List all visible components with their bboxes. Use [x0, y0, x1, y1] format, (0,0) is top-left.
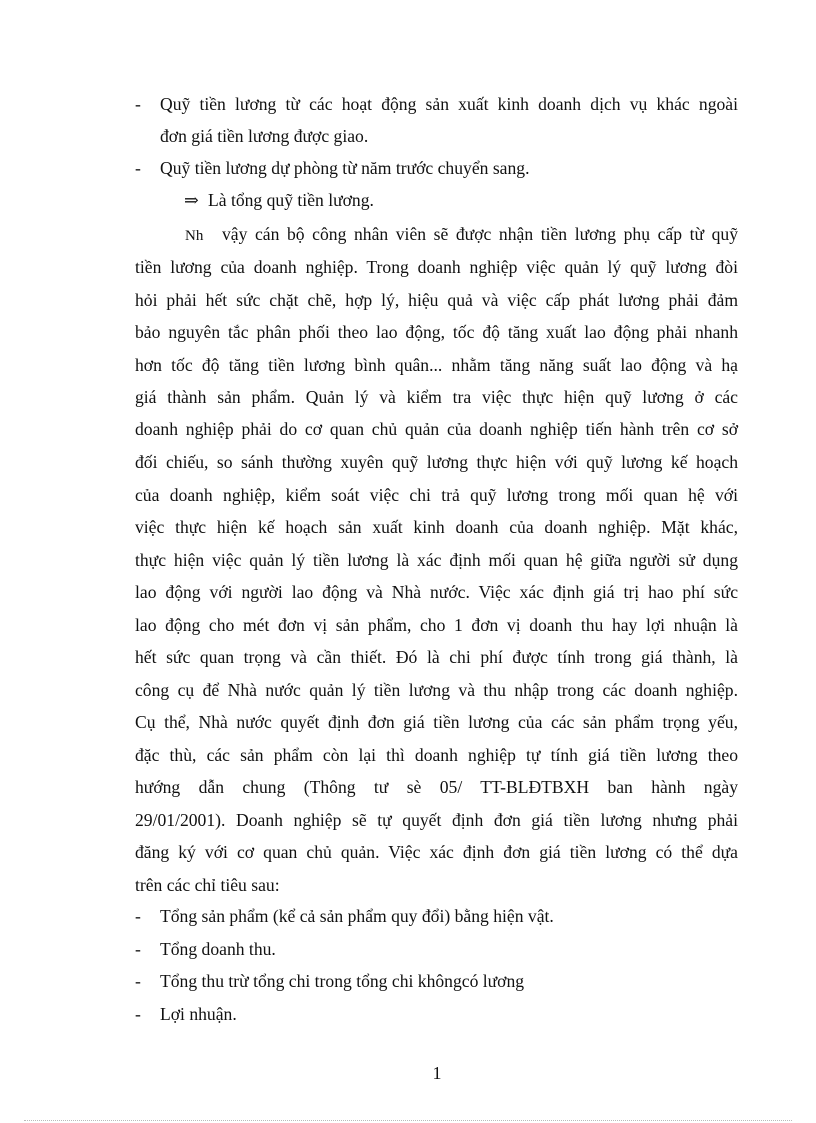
- bullet-dash: -: [135, 939, 141, 959]
- summary-text: Là tổng quỹ tiền lương.: [208, 190, 374, 210]
- paragraph-start-fragment: Nh: [185, 228, 204, 244]
- paragraph-line: trên các chỉ tiêu sau:: [135, 875, 280, 895]
- bullet-dash: -: [135, 1004, 141, 1024]
- bullet-text-line: Tổng doanh thu.: [160, 939, 276, 959]
- paragraph-line: đặc thù, các sản phẩm còn lại thì doanh nghiệp tự tính giá tiền lương theo: [135, 745, 738, 765]
- paragraph-line: hết sức quan trọng và cần thiết. Đó là chi phí được tính trong giá thành, là: [135, 647, 738, 667]
- bullet-text-line: Tổng sản phẩm (kể cả sản phẩm quy đổi) bằng hiện vật.: [160, 906, 554, 926]
- paragraph-line: công cụ để Nhà nước quản lý tiền lương và thu nhập trong các doanh nghiệp.: [135, 680, 738, 700]
- paragraph-line: vậy cán bộ công nhân viên sẽ được nhận tiền lương phụ cấp từ quỹ: [222, 224, 738, 244]
- paragraph-line: lao động với người lao động và Nhà nước. Việc xác định giá trị hao phí sức: [135, 582, 738, 602]
- bullet-text-line: Quỹ tiền lương dự phòng từ năm trước chuyển sang.: [160, 158, 530, 178]
- paragraph-line: 29/01/2001). Doanh nghiệp sẽ tự quyết định đơn giá tiền lương nhưng phải: [135, 810, 738, 830]
- bullet-dash: -: [135, 971, 141, 991]
- implies-arrow-icon: ⇒: [184, 190, 199, 210]
- bullet-text-line: đơn giá tiền lương được giao.: [160, 126, 369, 146]
- bullet-dash: -: [135, 94, 141, 114]
- page-bottom-divider: [24, 1120, 792, 1121]
- paragraph-line: lao động cho mét đơn vị sản phẩm, cho 1 đơn vị doanh thu hay lợi nhuận là: [135, 615, 738, 635]
- bullet-dash: -: [135, 158, 141, 178]
- bullet-text-line: Tổng thu trừ tổng chi trong tổng chi khôngcó lương: [160, 971, 525, 991]
- paragraph-line: của doanh nghiệp, kiểm soát việc chi trả quỹ lương trong mối quan hệ với: [135, 485, 738, 505]
- page-number: 1: [432, 1063, 442, 1083]
- paragraph-line: giá thành sản phẩm. Quản lý và kiểm tra việc thực hiện quỹ lương ở các: [135, 387, 738, 407]
- paragraph-line: thực hiện việc quản lý tiền lương là xác định mối quan hệ giữa người sử dụng: [135, 550, 738, 570]
- paragraph-line: đối chiếu, so sánh thường xuyên quỹ lương thực hiện với quỹ lương kế hoạch: [135, 452, 738, 472]
- bullet-dash: -: [135, 906, 141, 926]
- paragraph-line: hướng dẫn chung (Thông tư sè 05/ TT-BLĐTBXH ban hành ngày: [135, 777, 738, 797]
- paragraph-line: Cụ thể, Nhà nước quyết định đơn giá tiền lương của các sản phẩm trọng yếu,: [135, 712, 738, 732]
- paragraph-line: tiền lương của doanh nghiệp. Trong doanh nghiệp việc quản lý quỹ lương đòi: [135, 257, 738, 277]
- paragraph-line: hơn tốc độ tăng tiền lương bình quân... nhằm tăng năng suất lao động và hạ: [135, 355, 738, 375]
- bullet-text-line: Quỹ tiền lương từ các hoạt động sản xuất kinh doanh dịch vụ khác ngoài: [160, 94, 738, 114]
- paragraph-line: bảo nguyên tắc phân phối theo lao động, tốc độ tăng xuất lao động phải nhanh: [135, 322, 738, 342]
- paragraph-line: hỏi phải hết sức chặt chẽ, hợp lý, hiệu quả và việc cấp phát lương phải đảm: [135, 290, 738, 310]
- paragraph-line: đăng ký với cơ quan chủ quản. Việc xác định đơn giá tiền lương có thể dựa: [135, 842, 738, 862]
- paragraph-line: doanh nghiệp phải do cơ quan chủ quản của doanh nghiệp tiến hành trên cơ sở: [135, 419, 738, 439]
- paragraph-line: việc thực hiện kế hoạch sản xuất kinh doanh của doanh nghiệp. Mặt khác,: [135, 517, 738, 537]
- bullet-text-line: Lợi nhuận.: [160, 1004, 237, 1024]
